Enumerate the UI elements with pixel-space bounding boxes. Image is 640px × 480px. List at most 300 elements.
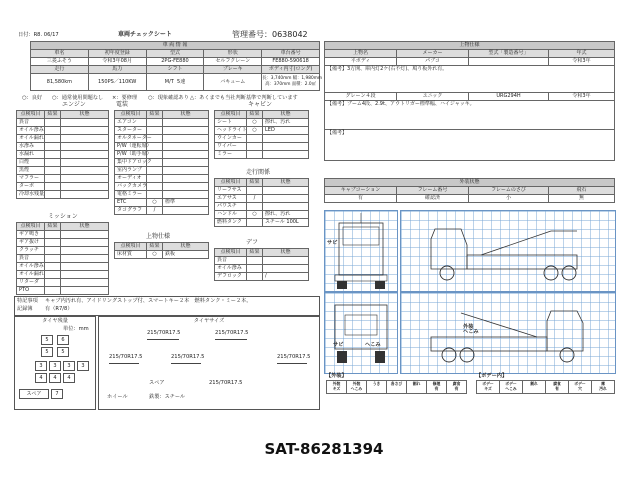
- dims-length: 長：3,740: [262, 76, 284, 81]
- check-result: /: [247, 195, 263, 203]
- legend-exterior-item: 割れ: [406, 380, 427, 394]
- legend-good: ○：良好: [22, 95, 43, 101]
- underline: [147, 339, 179, 340]
- check-state: [61, 175, 109, 183]
- legend-exterior-item: ボデー 穴: [568, 380, 592, 394]
- tire-size-front-left: 215/70R17.5: [147, 330, 181, 336]
- table-row: [215, 187, 309, 195]
- dent-label-side: 外装 へこみ: [463, 324, 479, 336]
- table-row: [17, 119, 109, 127]
- spare-value: 7: [51, 389, 63, 399]
- exterior-title: 外装状態: [325, 179, 615, 187]
- check-item: 白煙: [17, 159, 45, 167]
- stone-chip-value: 無: [549, 195, 615, 203]
- tire-front-left-outer: 5: [41, 335, 53, 345]
- check-result: [45, 119, 61, 127]
- check-item: 異音: [17, 255, 45, 263]
- col-header: メーカー: [397, 50, 469, 58]
- check-item: リーフサス: [215, 187, 247, 195]
- check-result: [247, 187, 263, 195]
- legend-note: △：あくまでも当社判断基準で判断しています: [190, 95, 298, 101]
- check-result: /: [147, 207, 163, 215]
- check-state: [263, 203, 309, 211]
- electric-title: 電装: [116, 101, 129, 108]
- table-row: [215, 135, 309, 143]
- record-book-value: 有（R7/8）: [45, 306, 73, 312]
- col-header: 馬力: [88, 66, 146, 74]
- col-header: 点検項目: [215, 249, 247, 257]
- check-state: [61, 127, 109, 135]
- check-result: ○: [247, 119, 263, 127]
- check-result: [45, 159, 61, 167]
- table-row: [17, 263, 109, 271]
- legend-exterior-item: うき: [366, 380, 387, 394]
- check-item: オイル漏れ: [17, 271, 45, 279]
- table-row: [215, 273, 309, 281]
- brake-value: バキューム: [204, 74, 262, 91]
- check-result: [45, 127, 61, 135]
- check-state: [263, 151, 309, 159]
- col-header: 年式: [549, 50, 615, 58]
- col-header: 型式「製造番号」: [469, 50, 549, 58]
- engine-title: エンジン: [62, 101, 86, 108]
- legend-exterior-item: ボデー キズ: [476, 380, 500, 394]
- table-row: [17, 151, 109, 159]
- date-text: 日付：R8. 06/17: [18, 32, 59, 38]
- dims-width: 幅：1,980: [292, 76, 314, 81]
- shift-type: M/T: [164, 78, 174, 85]
- check-item: クラッチ: [17, 247, 45, 255]
- col-header: 状態: [263, 179, 309, 187]
- check-state: 擦れ、汚れ: [263, 211, 309, 219]
- upper-spec-table: [324, 41, 615, 161]
- check-state: [61, 263, 109, 271]
- legend-exterior-item: 腐食 有: [545, 380, 569, 394]
- upper-spec-title: 上物仕様: [325, 42, 615, 50]
- check-state: [163, 183, 209, 191]
- legend-exterior-title: 【外装】: [326, 373, 347, 379]
- table-row: [215, 265, 309, 273]
- tire-rear-4: 3: [77, 361, 89, 371]
- check-result: [45, 287, 61, 295]
- check-state: [61, 247, 109, 255]
- check-state: [61, 159, 109, 167]
- tire-remaining-title: タイヤ残量: [42, 318, 68, 324]
- tire-rear-3: 3: [63, 361, 75, 371]
- table-row: [115, 167, 209, 175]
- col-header: 上物名: [325, 50, 397, 58]
- col-header: 型式: [146, 50, 204, 58]
- check-item: P/W（助手席）: [115, 151, 147, 159]
- mileage-value: 81,580km: [31, 74, 89, 91]
- table-row: [17, 167, 109, 175]
- check-state: [263, 265, 309, 273]
- frame-rust-value: 小: [469, 195, 549, 203]
- tire-front-right-inner: 5: [57, 347, 69, 357]
- check-state: 標準: [163, 199, 209, 207]
- table-row: [115, 119, 209, 127]
- check-state: [163, 135, 209, 143]
- col-header: 結果: [45, 223, 61, 231]
- col-header: 結果: [147, 111, 163, 119]
- table-row: [17, 279, 109, 287]
- underline: [215, 339, 247, 340]
- check-result: [45, 135, 61, 143]
- check-result: [45, 231, 61, 239]
- table-row: [115, 251, 209, 259]
- chassis-value: FE880-590618: [262, 58, 320, 66]
- legend-ok: ○：通常使用問題なし: [52, 95, 104, 101]
- check-item: バックカメラ: [115, 183, 147, 191]
- check-item: 冷却水残量: [17, 191, 45, 199]
- shape-value: セルフクレーン: [204, 58, 262, 66]
- travel-title: 走行関係: [246, 169, 271, 176]
- mission-title: ミッション: [48, 213, 78, 220]
- check-state: [61, 151, 109, 159]
- legend-exterior-item: 外装 キズ: [326, 380, 347, 394]
- check-state: [163, 175, 209, 183]
- check-item: ウインカー: [215, 135, 247, 143]
- col-header: 車台番号: [262, 50, 320, 58]
- truck-side-2-icon: [401, 293, 615, 373]
- check-item: エアコン: [115, 119, 147, 127]
- legend-exterior-item: 庫 汚れ: [591, 380, 615, 394]
- tire-unit: 単位：mm: [63, 326, 89, 332]
- cabin-table: [214, 110, 309, 159]
- table-row: [17, 159, 109, 167]
- check-state: [61, 167, 109, 175]
- other-side-diagram: [400, 292, 616, 374]
- table-row: [115, 191, 209, 199]
- underline: [277, 363, 307, 364]
- table-row: [115, 159, 209, 167]
- check-item: 異音: [215, 257, 247, 265]
- special-notes-label: 特記事項: [17, 298, 38, 304]
- tire-front-right-outer: 6: [57, 335, 69, 345]
- table-row: [215, 151, 309, 159]
- legend-exterior-item: 割れ: [522, 380, 546, 394]
- table-row: [17, 231, 109, 239]
- check-state: 鉄板: [163, 251, 209, 259]
- check-item: タコグラフ: [115, 207, 147, 215]
- legend-exterior-item: 修理 有: [426, 380, 447, 394]
- col-header: 点検項目: [17, 111, 45, 119]
- tire-size-rear-center: 215/70R17.5: [171, 354, 205, 360]
- check-result: [247, 273, 263, 281]
- col-header: シフト: [146, 66, 204, 74]
- col-header: 点検項目: [215, 179, 247, 187]
- col-header: 状態: [61, 223, 109, 231]
- check-item: ギア抜け: [17, 239, 45, 247]
- col-header: 点検項目: [115, 243, 147, 251]
- stock-code: SAT-86281394: [264, 440, 384, 458]
- management-number: 管理番号：0638042: [232, 30, 308, 39]
- check-state: /: [263, 273, 309, 281]
- legend-exterior-item: 腐食 有: [446, 380, 467, 394]
- upper-model-value: [469, 58, 549, 66]
- check-item: オーディオ: [115, 175, 147, 183]
- underline: [171, 363, 201, 364]
- table-row: [215, 211, 309, 219]
- legend-repair: ×：要修理: [112, 95, 138, 101]
- col-header: ボディ内寸(ロング): [262, 66, 320, 74]
- vehicle-info-table: [30, 41, 323, 91]
- check-state: [263, 135, 309, 143]
- check-result: [147, 119, 163, 127]
- check-item: 異音: [17, 119, 45, 127]
- check-item: 黒煙: [17, 167, 45, 175]
- table-row: [115, 151, 209, 159]
- table-row: [115, 143, 209, 151]
- exterior-table: [324, 178, 615, 203]
- col-header: 状態: [163, 243, 209, 251]
- tire-size-rear-right: 215/70R17.5: [277, 354, 311, 360]
- upper-name-value: 平ボディ: [325, 58, 397, 66]
- electric-table: [114, 110, 209, 215]
- dims-height-unit: mm: [282, 82, 291, 87]
- rear-view-diagram: [324, 292, 398, 374]
- cabin-title: キャビン: [248, 101, 273, 108]
- spare-size-label: スペア: [149, 380, 165, 386]
- col-header: 状態: [263, 111, 309, 119]
- table-row: [17, 247, 109, 255]
- def-table: [214, 248, 309, 281]
- check-state: [61, 135, 109, 143]
- check-result: ○: [147, 199, 163, 207]
- check-result: ○: [247, 211, 263, 219]
- shift-value: [146, 74, 204, 91]
- truck-side-icon: [401, 211, 615, 291]
- tire-rear-2: 3: [49, 361, 61, 371]
- dent-label-rear: へこみ: [365, 342, 381, 348]
- col-header: 状態: [263, 249, 309, 257]
- col-header: 点検項目: [215, 111, 247, 119]
- tire-rear-5: 4: [35, 373, 47, 383]
- check-state: [163, 191, 209, 199]
- table-row: [17, 255, 109, 263]
- table-row: [17, 135, 109, 143]
- check-state: [163, 151, 209, 159]
- table-row: [115, 127, 209, 135]
- table-row: [17, 127, 109, 135]
- vehicle-info-title: 車 両 情 報: [31, 42, 320, 50]
- table-row: [17, 271, 109, 279]
- check-state: [61, 143, 109, 151]
- col-header: 形状: [204, 50, 262, 58]
- check-item: P/W（運転席）: [115, 143, 147, 151]
- body-dims-value: [262, 74, 323, 91]
- table-row: [215, 257, 309, 265]
- special-notes-text: キャブ内汚れ有、アイドリングストップ付、スマートキー２本 燃料タンク・ミー２本。: [45, 298, 252, 304]
- tire-size-title: タイヤサイズ: [193, 318, 225, 324]
- spare-label: スペア: [19, 389, 49, 399]
- table-row: [17, 183, 109, 191]
- check-result: [45, 263, 61, 271]
- check-item: 電格ミラー: [115, 191, 147, 199]
- table-row: [17, 239, 109, 247]
- col-header: 結果: [247, 249, 263, 257]
- check-result: [247, 151, 263, 159]
- check-item: ギア鳴き: [17, 231, 45, 239]
- col-header: 走行: [31, 66, 89, 74]
- check-state: [263, 257, 309, 265]
- col-header: 初年度登録: [88, 50, 146, 58]
- check-item: 室内ランプ: [115, 167, 147, 175]
- col-header: キャブコーション: [325, 187, 397, 195]
- spare-size-value: 215/70R17.5: [209, 380, 243, 386]
- table-row: [115, 175, 209, 183]
- check-state: [163, 207, 209, 215]
- col-header: 点検項目: [115, 111, 147, 119]
- upper-equip-table: [114, 242, 209, 259]
- tire-rear-6: 4: [49, 373, 61, 383]
- check-result: [147, 167, 163, 175]
- dims-height: 高：370: [265, 82, 283, 87]
- check-state: [61, 119, 109, 127]
- check-state: LED: [263, 127, 309, 135]
- check-result: [147, 127, 163, 135]
- tire-front-left-inner: 5: [41, 347, 53, 357]
- record-book-label: 記録簿: [17, 306, 33, 312]
- check-item: エアサス: [215, 195, 247, 203]
- table-row: [115, 183, 209, 191]
- check-result: [147, 183, 163, 191]
- rust-label-rear: サビ: [333, 342, 344, 348]
- check-state: [61, 239, 109, 247]
- check-state: [163, 159, 209, 167]
- dims-width-unit: mm: [313, 76, 323, 81]
- check-item: PTO: [17, 287, 45, 295]
- shift-speed: 5速: [177, 78, 186, 85]
- check-result: [45, 271, 61, 279]
- crane-note: 【備考】ブーム4段、2.9t、アウトリガー標準幅、ハイジャッキ。: [325, 101, 615, 130]
- wheel-value: 鉄製：スチール: [149, 394, 186, 400]
- crane-maker: ユニック: [397, 93, 469, 101]
- check-state: [163, 127, 209, 135]
- table-row: [17, 191, 109, 199]
- legend-exterior-item: 各さび: [386, 380, 407, 394]
- check-item: パワスチ: [215, 203, 247, 211]
- check-state: [263, 195, 309, 203]
- check-state: [163, 143, 209, 151]
- upper-year-value: 令和3年: [549, 58, 615, 66]
- power-value: 150PS／110KW: [88, 74, 146, 91]
- table-row: [115, 135, 209, 143]
- tire-rear-7: 4: [63, 373, 75, 383]
- check-state: [61, 231, 109, 239]
- tire-size-front-right: 215/70R17.5: [215, 330, 249, 336]
- col-header: フレーム番号: [397, 187, 469, 195]
- check-state: [61, 191, 109, 199]
- col-header: 飛石: [549, 187, 615, 195]
- legend-phenomenon: ○：現象確認あり: [148, 95, 189, 101]
- col-header: 状態: [163, 111, 209, 119]
- check-item: オイル滲み: [17, 127, 45, 135]
- tire-size-box: [98, 316, 320, 410]
- check-result: [45, 255, 61, 263]
- check-state: [163, 119, 209, 127]
- model-value: 2PG-FE880: [146, 58, 204, 66]
- table-row: [215, 143, 309, 151]
- check-state: [61, 271, 109, 279]
- check-result: [45, 183, 61, 191]
- mission-table: [16, 222, 109, 295]
- check-item: ワイパー: [215, 143, 247, 151]
- crane-type: グレーン４段: [325, 93, 397, 101]
- maker-value: 三菱ふそう: [31, 58, 89, 66]
- check-result: [247, 143, 263, 151]
- table-row: [17, 143, 109, 151]
- engine-table: [16, 110, 109, 199]
- side-view-diagram: [400, 210, 616, 292]
- front-view-diagram: [324, 210, 398, 292]
- table-row: [215, 127, 309, 135]
- wheel-label: ホイール: [107, 394, 128, 400]
- legend-exterior-item: 外装 へこみ: [346, 380, 367, 394]
- check-state: スチール 100L: [263, 219, 309, 227]
- legend-exterior-row: [326, 380, 472, 392]
- check-state: [263, 143, 309, 151]
- col-header: 結果: [247, 179, 263, 187]
- check-result: [45, 247, 61, 255]
- table-row: [17, 175, 109, 183]
- check-result: [45, 175, 61, 183]
- col-header: 結果: [45, 111, 61, 119]
- dims-area: 面積：2.0㎡: [291, 82, 316, 87]
- col-header: フレームのさび: [469, 187, 549, 195]
- first-registration-value: 令和3年08月: [88, 58, 146, 66]
- check-result: [247, 265, 263, 273]
- check-result: [247, 135, 263, 143]
- extra-note: 【備考】: [325, 130, 615, 161]
- upper-note: 【備考】3方開、庫内灯2ケ(右不灯)、鳩り板外れ有。: [325, 66, 615, 93]
- check-state: [61, 255, 109, 263]
- check-item: 燃料タンク: [215, 219, 247, 227]
- rust-label-front: サビ: [327, 240, 338, 246]
- check-result: ○: [247, 127, 263, 135]
- crane-model: URG294H: [469, 93, 549, 101]
- check-item: 集中ドアロック: [115, 159, 147, 167]
- tire-remaining-box: [14, 316, 96, 410]
- check-result: [45, 279, 61, 287]
- check-result: [45, 167, 61, 175]
- check-result: [147, 175, 163, 183]
- check-result: ○: [147, 251, 163, 259]
- check-item: オルタネーター: [115, 135, 147, 143]
- truck-front-icon: [325, 211, 397, 291]
- table-row: [17, 287, 109, 295]
- check-item: ミラー: [215, 151, 247, 159]
- legend-body-title: 【ボデー内】: [476, 373, 508, 379]
- check-result: [247, 203, 263, 211]
- check-state: 擦れ、汚れ: [263, 119, 309, 127]
- upper-equip-title: 上物仕様: [146, 233, 171, 240]
- check-item: ETC: [115, 199, 147, 207]
- table-row: [215, 119, 309, 127]
- sheet-title: 車両チェックシート: [118, 31, 172, 38]
- check-state: [61, 183, 109, 191]
- check-item: オイル漏れ: [17, 135, 45, 143]
- col-header: 状態: [61, 111, 109, 119]
- check-item: 水漏れ: [17, 151, 45, 159]
- tire-rear-1: 3: [35, 361, 47, 371]
- def-title: デフ: [246, 239, 259, 246]
- check-state: [263, 187, 309, 195]
- travel-table: [214, 178, 309, 227]
- legend-exterior-item: ボデー へこみ: [499, 380, 523, 394]
- check-item: ヘッドライト: [215, 127, 247, 135]
- col-header: ブレーキ: [204, 66, 262, 74]
